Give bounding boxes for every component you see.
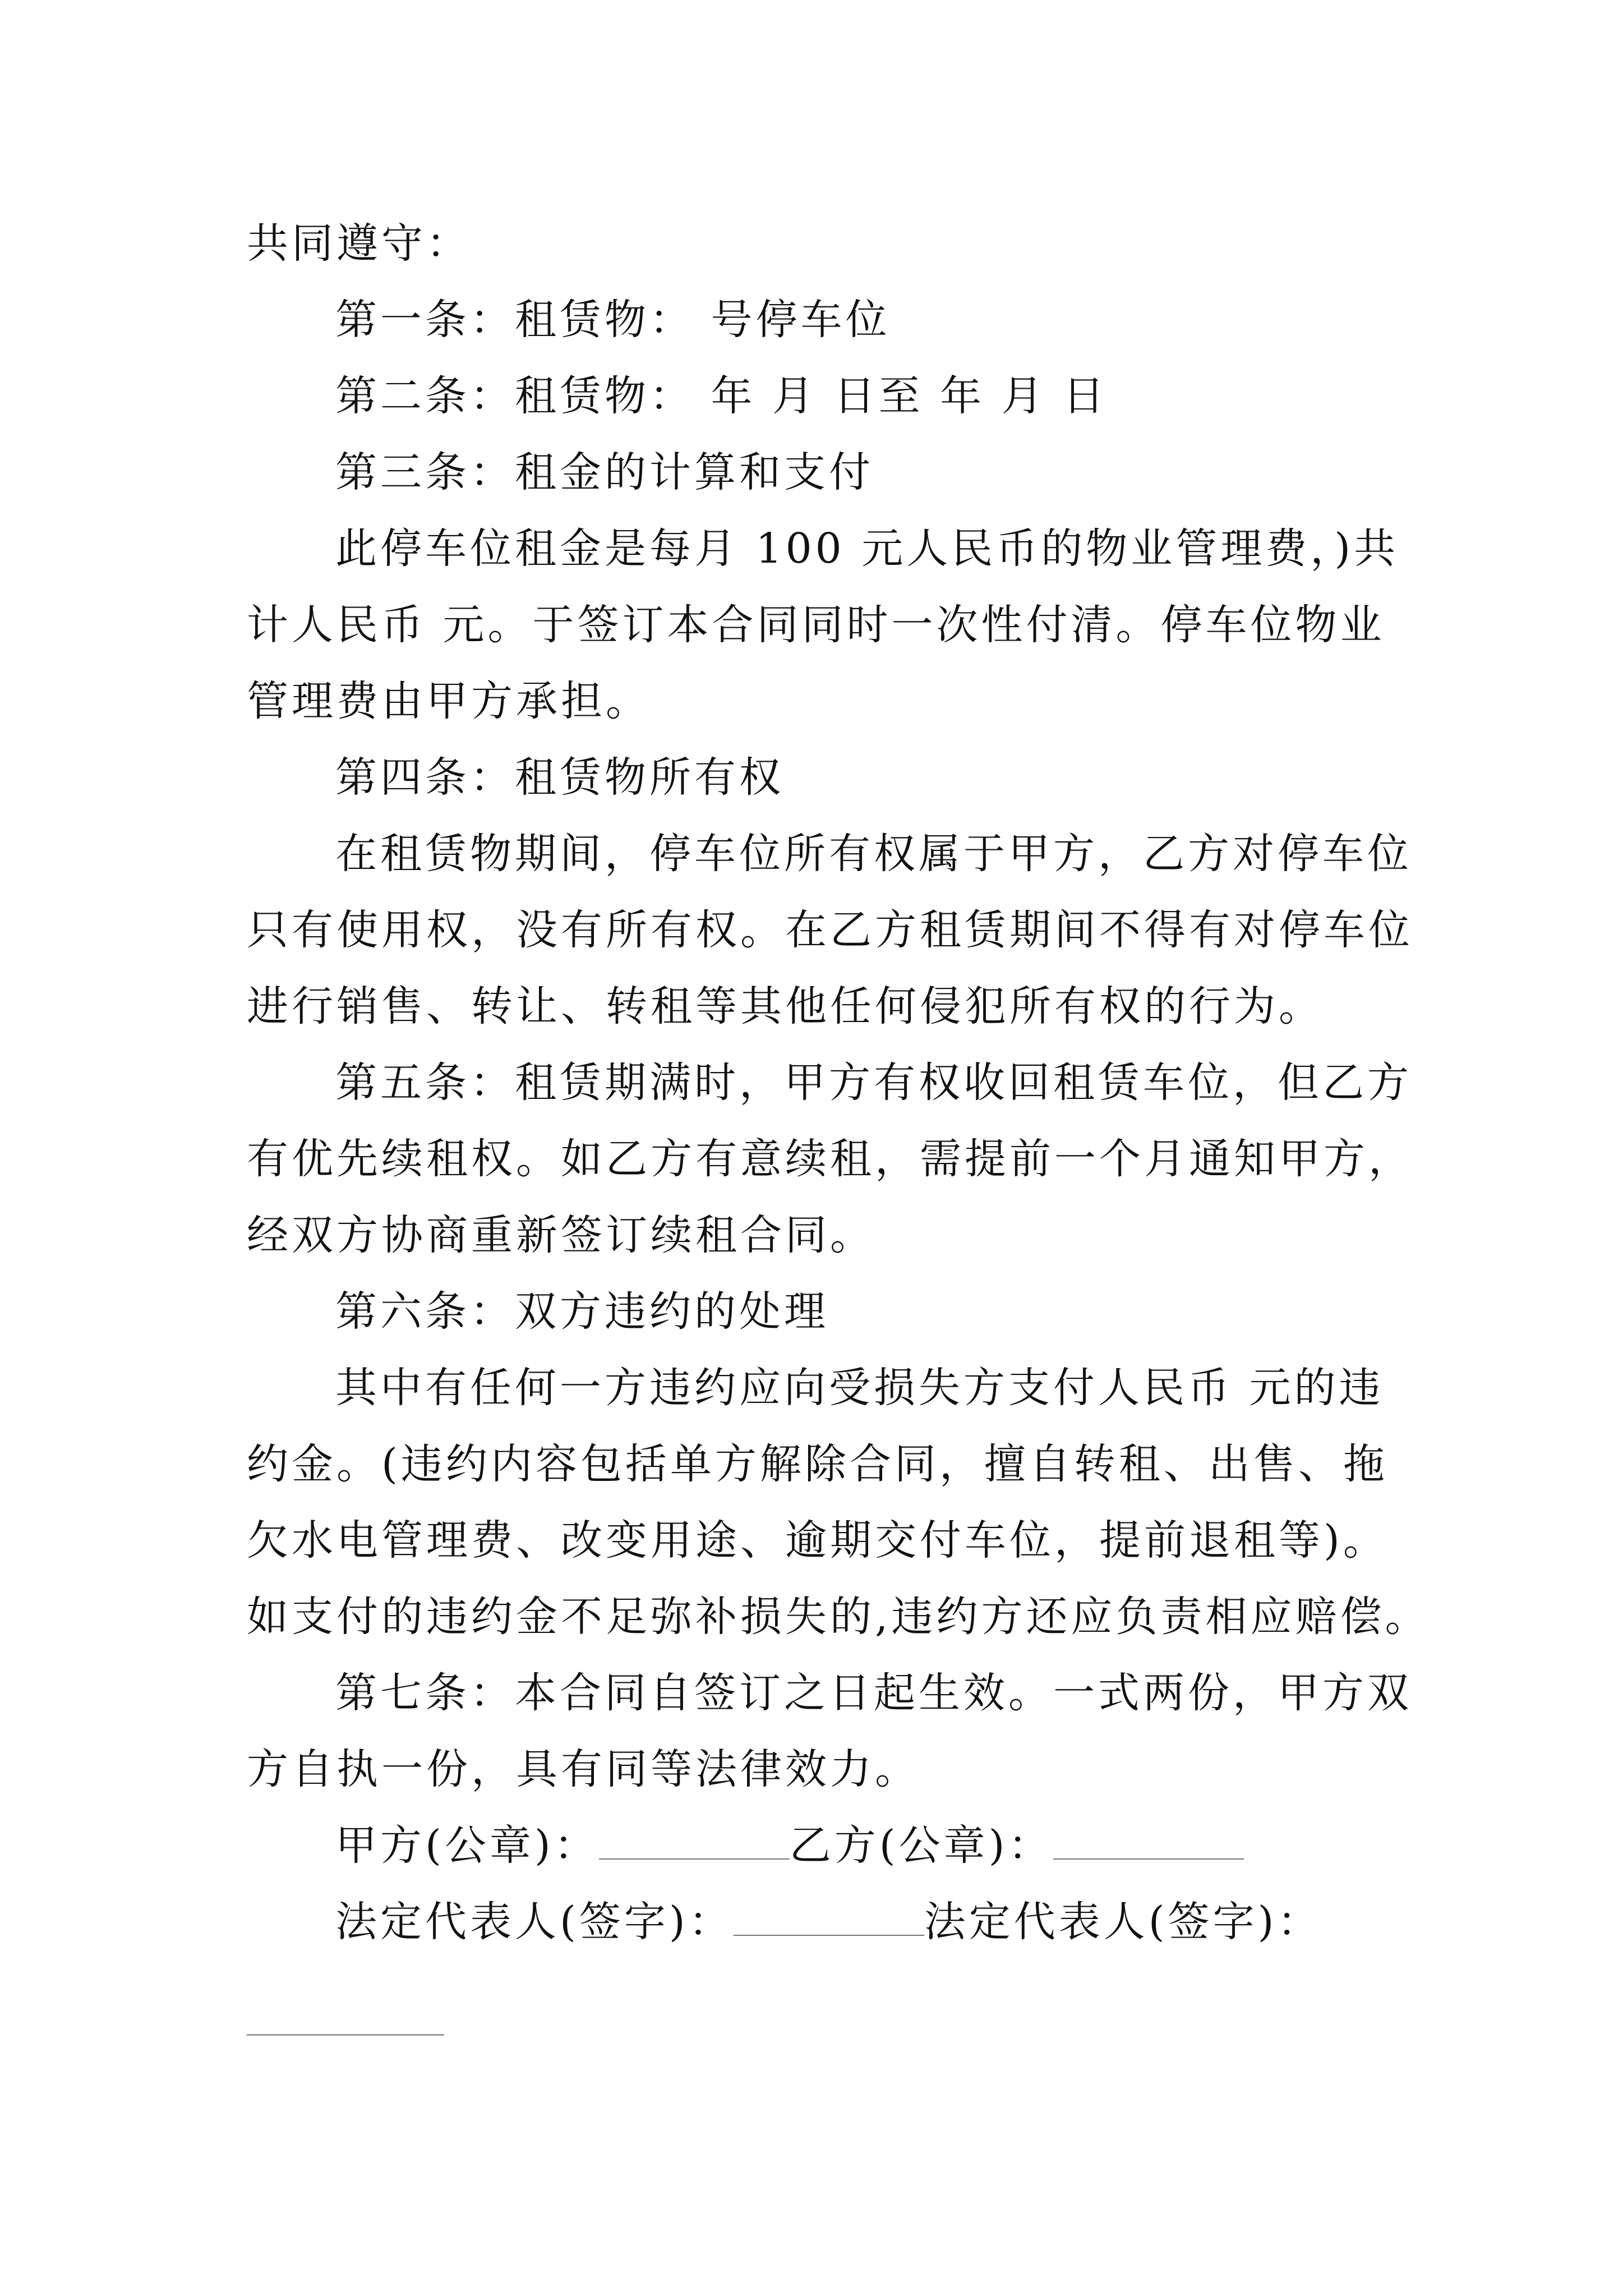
clause-3-heading: 第三条：租金的计算和支付 <box>335 448 874 496</box>
body-text-line: 在租赁物期间，停车位所有权属于甲方，乙方对停车位 <box>335 830 1412 878</box>
party-b-representative-label: 法定代表人(签字)： <box>924 1898 1322 1946</box>
body-text-line: 有优先续租权。如乙方有意续租，需提前一个月通知甲方， <box>247 1135 1413 1183</box>
clause-6-heading: 第六条：双方违约的处理 <box>335 1287 829 1336</box>
party-b-seal-label: 乙方(公章)： <box>789 1821 1053 1870</box>
representative-signature-line <box>335 1898 1479 1946</box>
body-text-line: 管理费由甲方承担。 <box>247 677 651 725</box>
clause-2-heading: 第二条：租赁物： 年 月 日至 年 月 日 <box>335 372 1108 420</box>
clause-5-heading: 第五条：租赁期满时，甲方有权收回租赁车位，但乙方 <box>335 1059 1412 1107</box>
body-text-line: 计人民币 元。于签订本合同同时一次性付清。停车位物业 <box>247 601 1385 649</box>
body-text-line: 进行销售、转让、转租等其他任何侵犯所有权的行为。 <box>247 982 1324 1030</box>
party-b-seal-blank <box>1053 1825 1244 1860</box>
clause-7-heading: 第七条：本合同自签订之日起生效。一式两份，甲方双 <box>335 1669 1412 1717</box>
clause-1-heading: 第一条：租赁物： 号停车位 <box>335 296 891 344</box>
party-a-representative-label: 法定代表人(签字)： <box>335 1898 734 1946</box>
clause-4-heading: 第四条：租赁物所有权 <box>335 753 784 802</box>
party-a-signature-blank <box>734 1901 924 1936</box>
body-text-line: 约金。(违约内容包括单方解除合同，擅自转租、出售、拖 <box>247 1440 1388 1488</box>
party-a-seal-label: 甲方(公章)： <box>335 1821 599 1870</box>
party-a-seal-blank <box>599 1825 790 1860</box>
signature-blank-continuation <box>247 2034 444 2036</box>
body-text-line: 此停车位租金是每月 100 元人民币的物业管理费，)共 <box>335 524 1399 573</box>
body-text-line: 只有使用权，没有所有权。在乙方租赁期间不得有对停车位 <box>247 906 1413 954</box>
body-text-line: 欠水电管理费、改变用途、逾期交付车位，提前退租等)。 <box>247 1516 1388 1565</box>
body-text-line: 如支付的违约金不足弥补损失的,违约方还应负责相应赔偿。 <box>247 1593 1430 1641</box>
body-text-line: 其中有任何一方违约应向受损失方支付人民币 元的违 <box>335 1364 1384 1412</box>
body-text-line: 方自执一份，具有同等法律效力。 <box>247 1745 920 1793</box>
party-seal-line <box>335 1821 1479 1870</box>
body-text-line: 经双方协商重新签订续租合同。 <box>247 1211 875 1259</box>
body-text-line: 共同遵守： <box>247 219 471 268</box>
